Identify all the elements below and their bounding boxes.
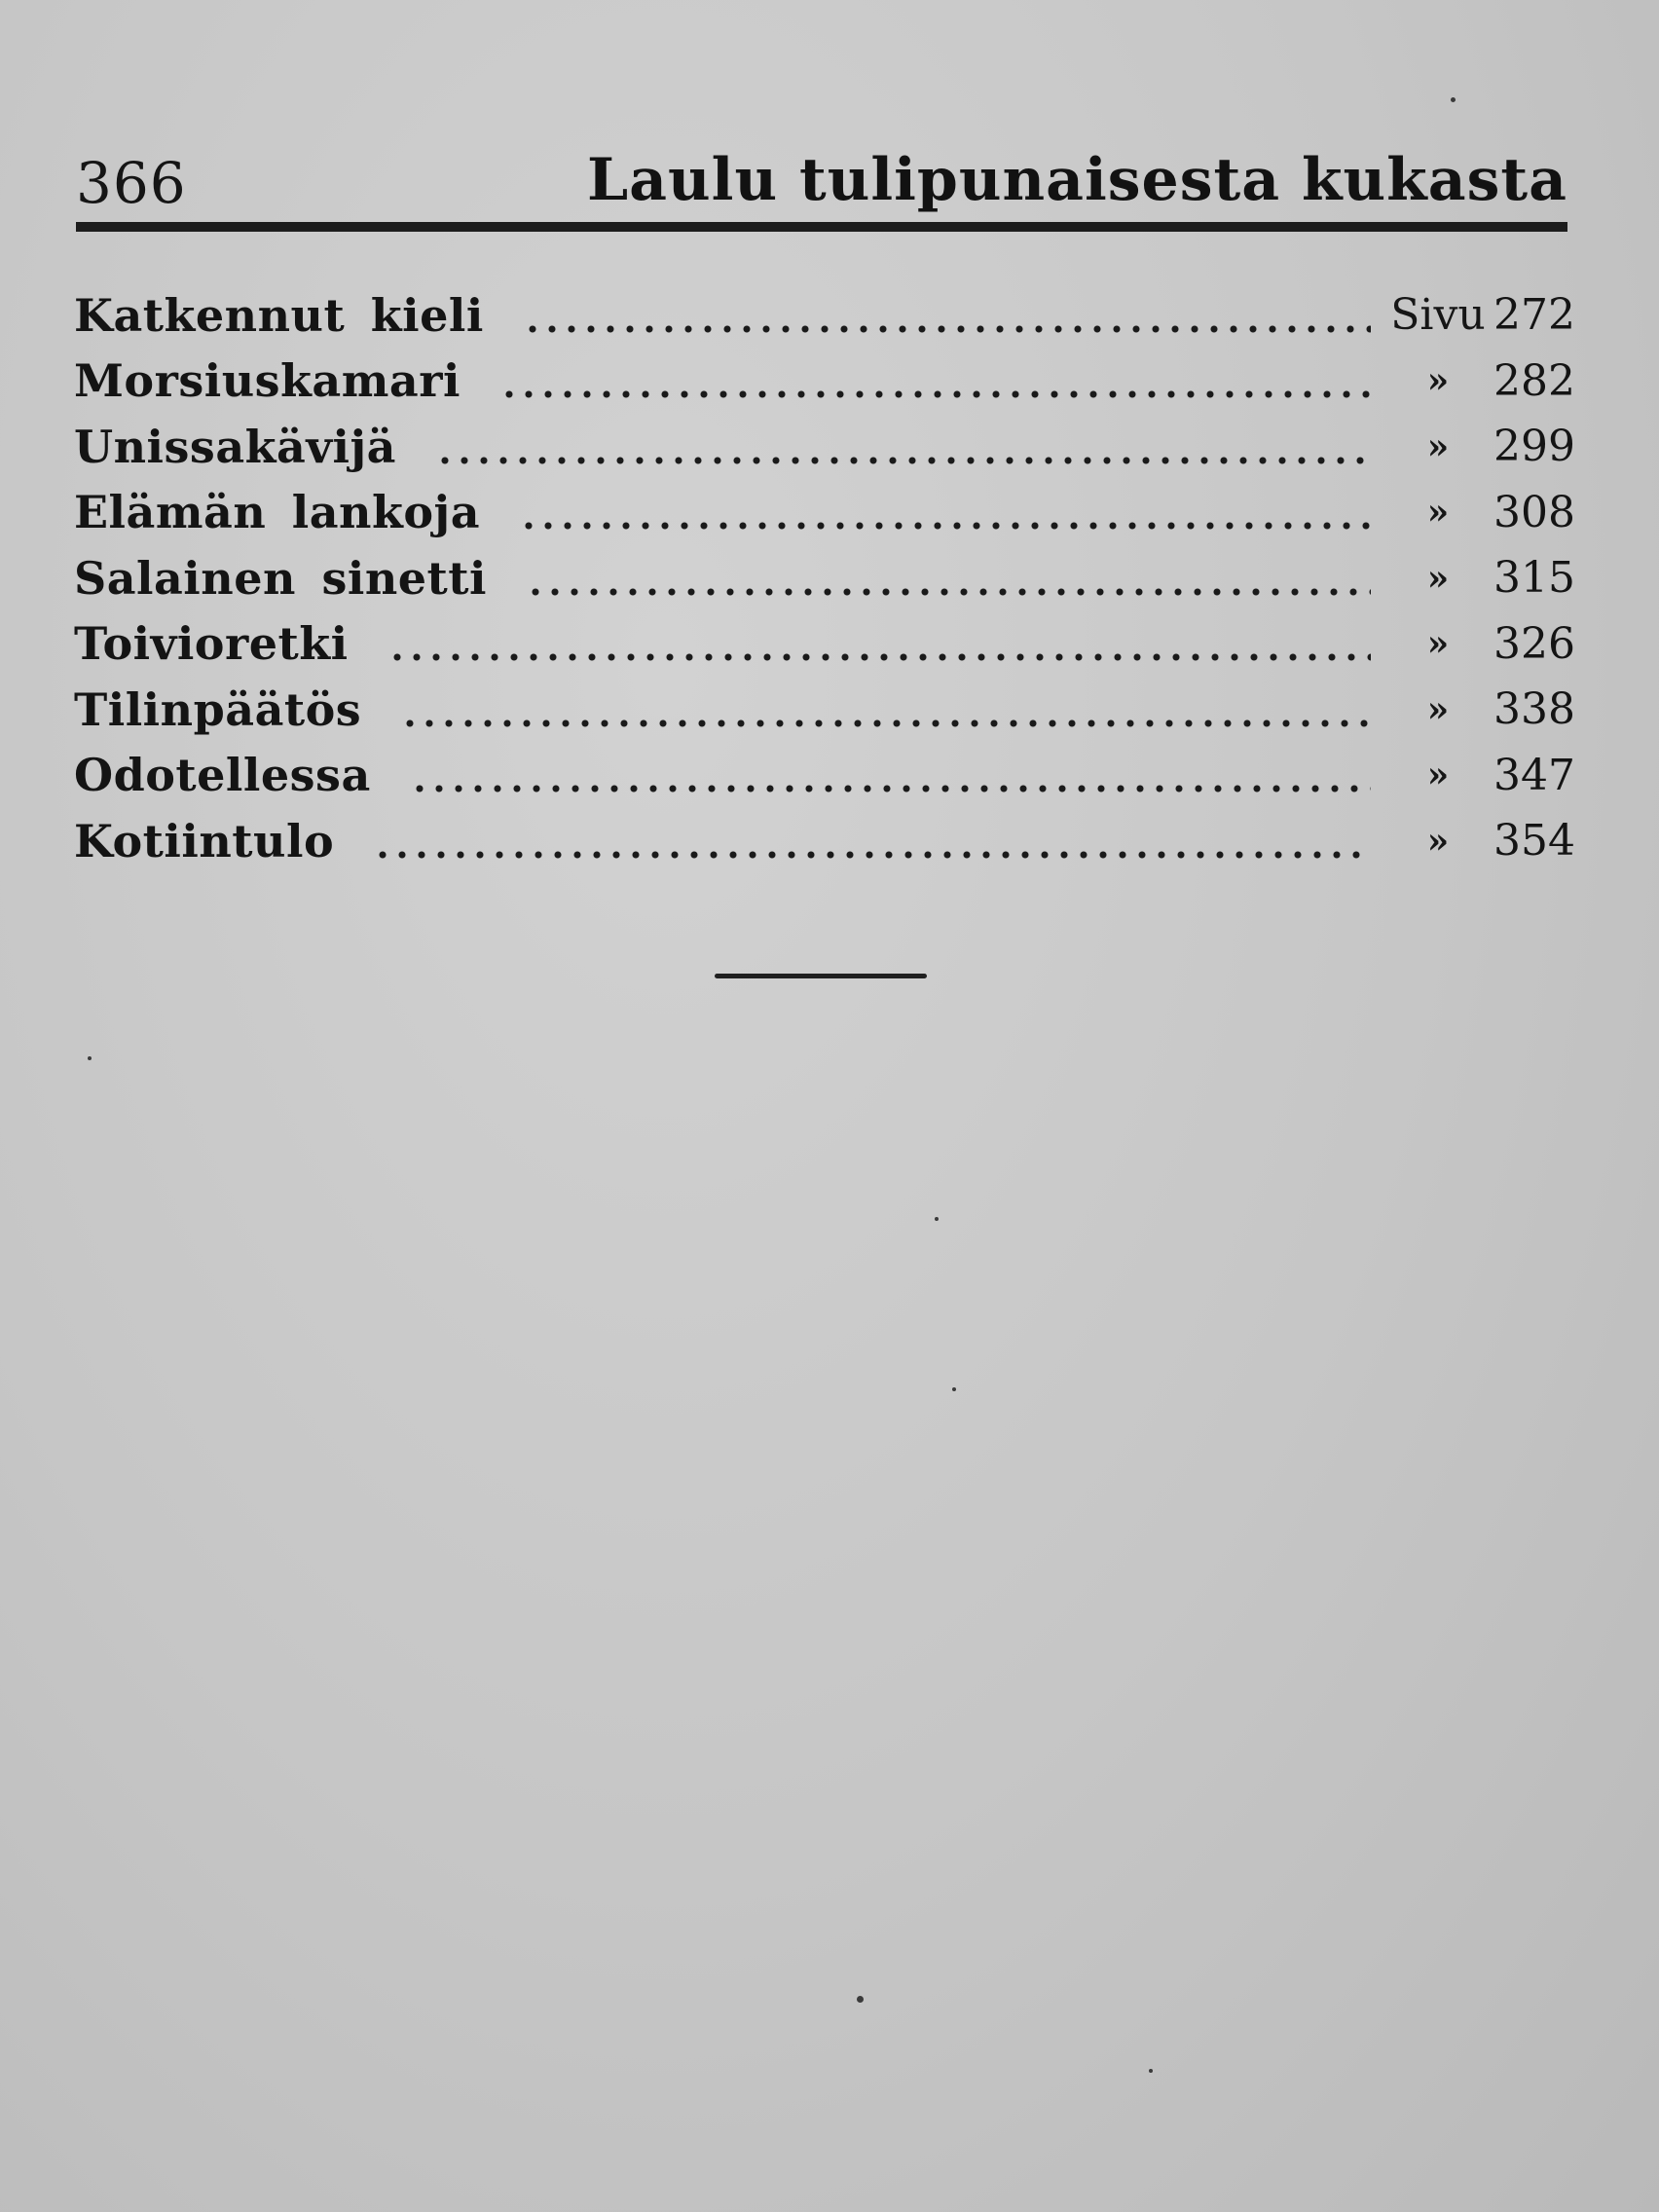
- toc-dot-leader: [387, 624, 1371, 663]
- toc-entry-page: 338: [1493, 684, 1575, 735]
- toc-entry-title: Unissakävijä: [74, 420, 396, 473]
- toc-entry: [74, 743, 1575, 809]
- toc-entry-title: Elämän lankoja: [74, 486, 481, 539]
- paper-speck: [857, 1996, 864, 2003]
- toc-entry-page: 282: [1493, 355, 1575, 406]
- toc-dot-leader: [526, 559, 1371, 598]
- toc-entry: [74, 414, 1575, 480]
- toc-entry-prefix: »: [1426, 688, 1450, 730]
- toc-entry-page: 299: [1493, 422, 1575, 472]
- toc-entry: [74, 282, 1575, 349]
- toc-dot-leader: [400, 690, 1371, 729]
- end-rule: [715, 974, 927, 978]
- toc-entry-page: 354: [1493, 816, 1575, 866]
- toc-entry-title: Salainen sinetti: [74, 551, 488, 605]
- toc-entry-prefix: »: [1426, 820, 1450, 862]
- page-number: 366: [76, 150, 187, 216]
- toc-entry-page: 272: [1493, 290, 1575, 341]
- toc-entry-prefix: »: [1426, 425, 1450, 467]
- toc-dot-leader: [435, 427, 1371, 466]
- toc-entry-prefix: Sivu: [1390, 290, 1486, 341]
- toc-entry-page: 315: [1493, 553, 1575, 604]
- toc-entry-title: Kotiintulo: [74, 814, 335, 867]
- toc-entry-page: 326: [1493, 618, 1575, 669]
- toc-entry-prefix: »: [1426, 557, 1450, 599]
- paper-speck: [1451, 97, 1456, 102]
- toc-entry-prefix: »: [1426, 360, 1450, 402]
- toc-dot-leader: [519, 493, 1371, 532]
- toc-entry: [74, 480, 1575, 546]
- paper-speck: [935, 1217, 939, 1221]
- toc-entry: [74, 611, 1575, 678]
- toc-entry-title: Morsiuskamari: [74, 354, 461, 408]
- toc-entry: [74, 808, 1575, 874]
- paper-speck: [1149, 2069, 1153, 2073]
- running-title: Laulu tulipunaisesta kukasta: [586, 146, 1567, 214]
- toc-entry-page: 347: [1493, 750, 1575, 800]
- toc-entry-prefix: »: [1426, 755, 1450, 796]
- paper-speck: [88, 1056, 92, 1060]
- toc-entry-title: Tilinpäätös: [74, 682, 362, 736]
- toc-entry-title: Toivioretki: [74, 617, 349, 671]
- paper-speck: [952, 1387, 956, 1391]
- toc-dot-leader: [499, 361, 1371, 400]
- toc-entry-title: Katkennut kieli: [74, 288, 484, 342]
- page-header: [76, 146, 1567, 224]
- toc-entry: [74, 545, 1575, 611]
- header-rule: [76, 222, 1567, 232]
- toc-entry: [74, 349, 1575, 415]
- toc-dot-leader: [523, 296, 1371, 335]
- toc-entry-page: 308: [1493, 487, 1575, 537]
- toc-entry-title: Odotellessa: [74, 749, 371, 802]
- toc-dot-leader: [410, 756, 1371, 794]
- toc-entry: [74, 677, 1575, 743]
- toc-dot-leader: [373, 822, 1371, 861]
- table-of-contents: [74, 282, 1575, 874]
- toc-entry-prefix: »: [1426, 492, 1450, 534]
- toc-entry-prefix: »: [1426, 623, 1450, 665]
